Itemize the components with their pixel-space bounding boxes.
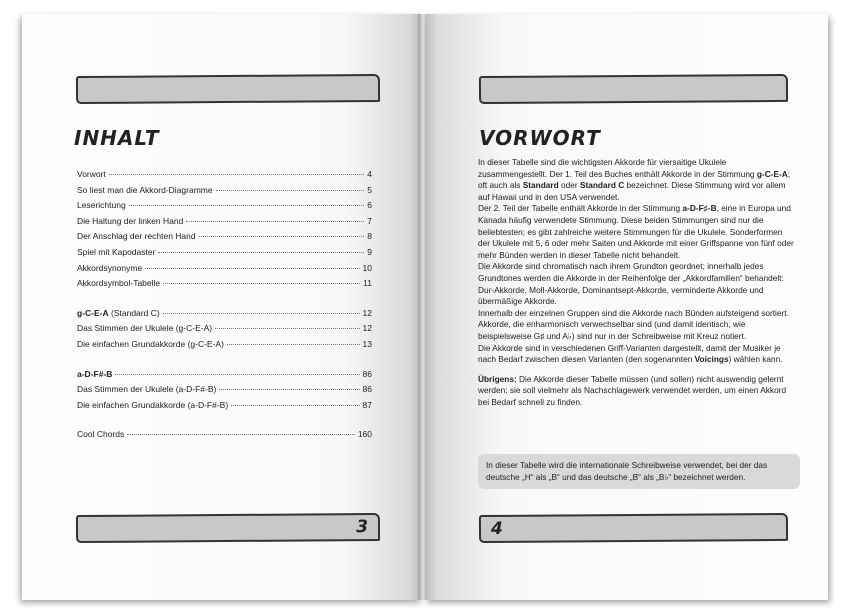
toc-entry-label: Das Stimmen der Ukulele (a-D-F#-B) [77,384,217,395]
toc-leader-dots [145,268,359,269]
toc-group [77,369,372,416]
paragraph-2: Der 2. Teil der Tabelle enthält Akkorde in der Stimmung a-D-F♯-B, eine in Europa und Kanada häufig verwendete Stimmung. Diese beiden Stimmungen sind nur die beliebtesten; es gibt zahlreiche weitere Stimmungen für die Ukulele. Sonderformen der Ukulele mit 5, 6 oder mehr Saiten und Akkorde mit einer Griffspanne von fünf oder mehr Bünden werden in dieser Tabelle nicht behandelt. [478,203,794,260]
toc-leader-dots [216,190,365,191]
toc-entry [77,185,372,201]
note-box: In dieser Tabelle wird die internationale Schreibweise verwendet, bei der das deutsche „H“ als „B“ und das deutsche „B“ als „B♭“ bezeichnet werden. [478,454,800,489]
toc-entry-label: Leserichtung [77,200,126,211]
toc-entry-page: 8 [367,231,372,242]
toc-entry [77,323,372,339]
toc-leader-dots [127,434,355,435]
toc-entry [77,278,372,294]
paragraph-3: Die Akkorde sind chromatisch nach ihrem Grundton geordnet; innerhalb jedes Grundtones werden die Akkorde in der Reihenfolge der „Akkordfamilien“ behandelt: Dur-Akkorde, Moll-Akkorde, Dominantsept-Akkorde, verminderte Akkorde und übermäßige Akkorde. [478,261,784,307]
left-page [22,14,422,600]
toc-entry-page: 7 [367,215,372,226]
toc-entry [77,339,372,355]
toc-entry [77,216,372,232]
toc-leader-dots [109,174,364,175]
toc-entry-label: Der Anschlag der rechten Hand [77,231,196,242]
toc-entry-page: 12 [362,307,372,318]
toc-leader-dots [158,252,364,253]
paragraph-6: Übrigens: Die Akkorde dieser Tabelle müssen (und sollen) nicht auswendig gelernt werden; sie soll vielmehr als Nachschlagewerk verwendet werden, um einen Akkord bei Bedarf schnell zu finden. [478,373,787,407]
toc-entry-label: Spiel mit Kapodaster [77,246,156,257]
toc-entry-label: Akkordsynonyme [77,262,143,273]
toc-entry [77,400,372,416]
toc-entry-label: Cool Chords [77,429,125,440]
toc-group [77,429,372,445]
footer-bar-right [479,513,788,543]
toc-entry [77,384,372,400]
toc-entry [77,308,372,324]
toc-entry [77,429,372,445]
toc-entry-label: Das Stimmen der Ukulele (g-C-E-A) [77,323,213,334]
toc-entry-label: Vorwort [77,169,106,179]
toc-entry-label: g-C-E-A (Standard C) [77,307,160,318]
toc-leader-dots [227,344,360,345]
toc-entry-page: 4 [367,169,372,179]
toc-leader-dots [186,221,364,222]
toc-entry-page: 86 [362,368,372,379]
toc-entry-page: 87 [362,399,372,410]
toc-entry-page: 10 [362,262,372,273]
toc-leader-dots [129,205,365,206]
toc-entry [77,369,372,385]
toc-leader-dots [231,405,359,406]
toc-entry [77,169,372,185]
toc-entry-label: Die Haltung der linken Hand [77,215,184,226]
toc-entry-label: Die einfachen Grundakkorde (a-D-F#-B) [77,399,229,410]
footer-bar-left [76,513,380,543]
paragraph-5: Die Akkorde sind in verschiedenen Griff-Varianten dargestellt, damit der Musiker je nach Bedarf zwischen diesen Varianten (den sogenannten Voicings) wählen kann. [478,342,783,365]
toc-entry-page: 5 [367,184,372,195]
paragraph-1: In dieser Tabelle sind die wichtigsten Akkorde für viersaitige Ukulele zusammengestellt. Der 1. Teil des Buches enthält Akkorde in der Stimmung g-C-E-A; oft auch als Standard oder Standard C bezeichnet. Diese Stimmung wird vor allem auf Hawaii und in den USA verwendet. [478,157,791,202]
toc-entry [77,200,372,216]
page-number-left: 3 [356,517,369,538]
vorwort-text [478,157,796,408]
toc-leader-dots [163,313,360,314]
toc-entry-page: 13 [362,338,372,349]
toc-entry-page: 11 [363,278,372,289]
toc-entry-label: So liest man die Akkord-Diagramme [77,184,213,195]
page-number-right: 4 [490,518,503,539]
toc-entry [77,247,372,263]
toc-group [77,169,372,294]
table-of-contents [77,169,372,459]
toc-leader-dots [163,283,360,284]
open-book [22,14,828,600]
toc-entry-label: Akkordsymbol-Tabelle [77,278,161,289]
toc-entry [77,231,372,247]
toc-entry-page: 86 [362,384,372,395]
paragraph-4: Innerhalb der einzelnen Gruppen sind die Akkorde nach Bünden aufsteigend sortiert. Akkorde, die enharmonisch verwechselbar sind (und damit identisch, wie beispielsweise G♯ und A♭) sind nur in der Schreibweise mit Kreuz notiert. [478,307,789,341]
toc-leader-dots [199,236,365,237]
toc-entry-page: 6 [367,200,372,211]
toc-group [77,308,372,355]
toc-entry-page: 160 [357,429,372,440]
toc-entry-label: a-D-F#-B [77,368,113,379]
page-title-inhalt: INHALT [74,126,160,150]
toc-entry-page: 9 [367,246,372,257]
toc-entry-page: 12 [362,323,372,334]
toc-entry-label: Die einfachen Grundakkorde (g-C-E-A) [77,338,224,349]
toc-leader-dots [219,389,359,390]
header-bar-right [479,74,788,104]
toc-leader-dots [115,374,359,375]
header-bar-left [76,74,380,104]
page-title-vorwort: VORWORT [479,126,601,150]
toc-entry [77,263,372,279]
toc-leader-dots [215,328,359,329]
